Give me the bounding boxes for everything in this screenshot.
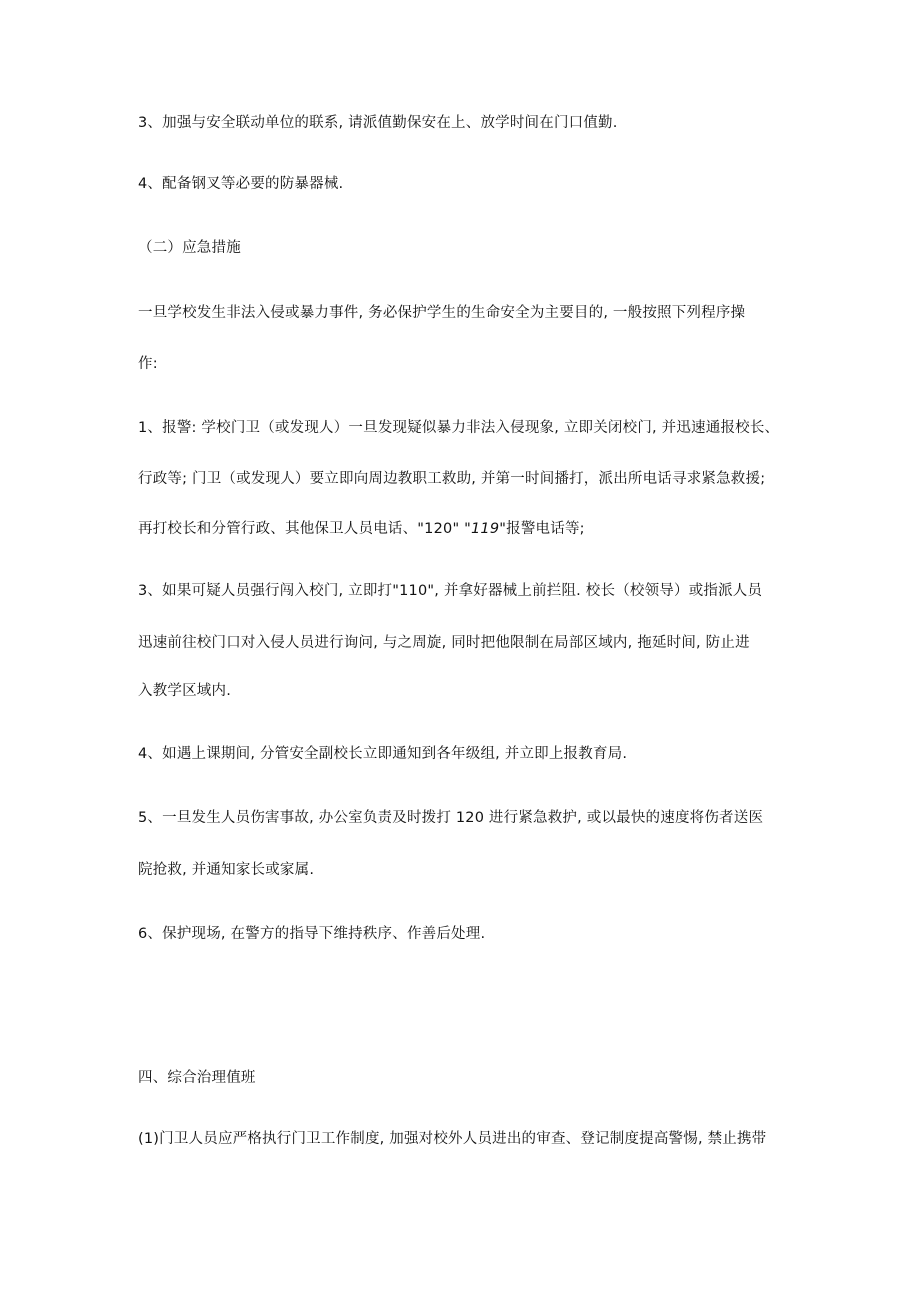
text-line: 5、一旦发生人员伤害事故, 办公室负责及时拨打 120 进行紧急救护, 或以最快的速度将伤者送医 (138, 810, 764, 826)
text-line: 6、保护现场, 在警方的指导下维持秩序、作善后处理. (138, 926, 486, 942)
text-line: (1)门卫人员应严格执行门卫工作制度, 加强对校外人员进出的审查、登记制度提高警惕, 禁止携带 (138, 1131, 767, 1147)
text-line: 院抢救, 并通知家长或家属. (138, 862, 315, 878)
text-line (138, 519, 798, 539)
text-segment: 报警电话等; (506, 521, 585, 537)
text-line: 3、如果可疑人员强行闯入校门, 立即打"110", 并拿好器械上前拦阻. 校长（校领导）或指派人员 (138, 583, 763, 599)
text-line: 作: (138, 356, 158, 372)
text-line: 行政等; 门卫（或发现人）要立即向周边教职工救助, 并第一时间播打，派出所电话寻求紧急救援; (138, 471, 766, 487)
text-line: 迅速前往校门口对入侵人员进行询问, 与之周旋, 同时把他限制在局部区域内, 拖延时间, 防止进 (138, 635, 750, 651)
text-line: 1、报警: 学校门卫（或发现人）一旦发现疑似暴力非法入侵现象, 立即关闭校门, 并迅速通报校长、 (138, 420, 780, 436)
text-segment-italic: "119" (464, 521, 507, 537)
text-segment: 再打校长和分管行政、其他保卫人员电话、"120" (138, 521, 465, 537)
text-line: 一旦学校发生非法入侵或暴力事件, 务必保护学生的生命安全为主要目的, 一般按照下列程序操 (138, 305, 746, 321)
text-line: 4、如遇上课期间, 分管安全副校长立即通知到各年级组, 并立即上报教育局. (138, 746, 628, 762)
text-line: 4、配备钢叉等必要的防暴器械. (138, 176, 344, 192)
section-heading: 四、综合治理值班 (138, 1070, 256, 1086)
text-line: 入教学区域内. (138, 683, 232, 699)
section-heading: （二）应急措施 (138, 240, 241, 256)
text-line: 3、加强与安全联动单位的联系, 请派值勤保安在上、放学时间在门口值勤. (138, 115, 618, 131)
